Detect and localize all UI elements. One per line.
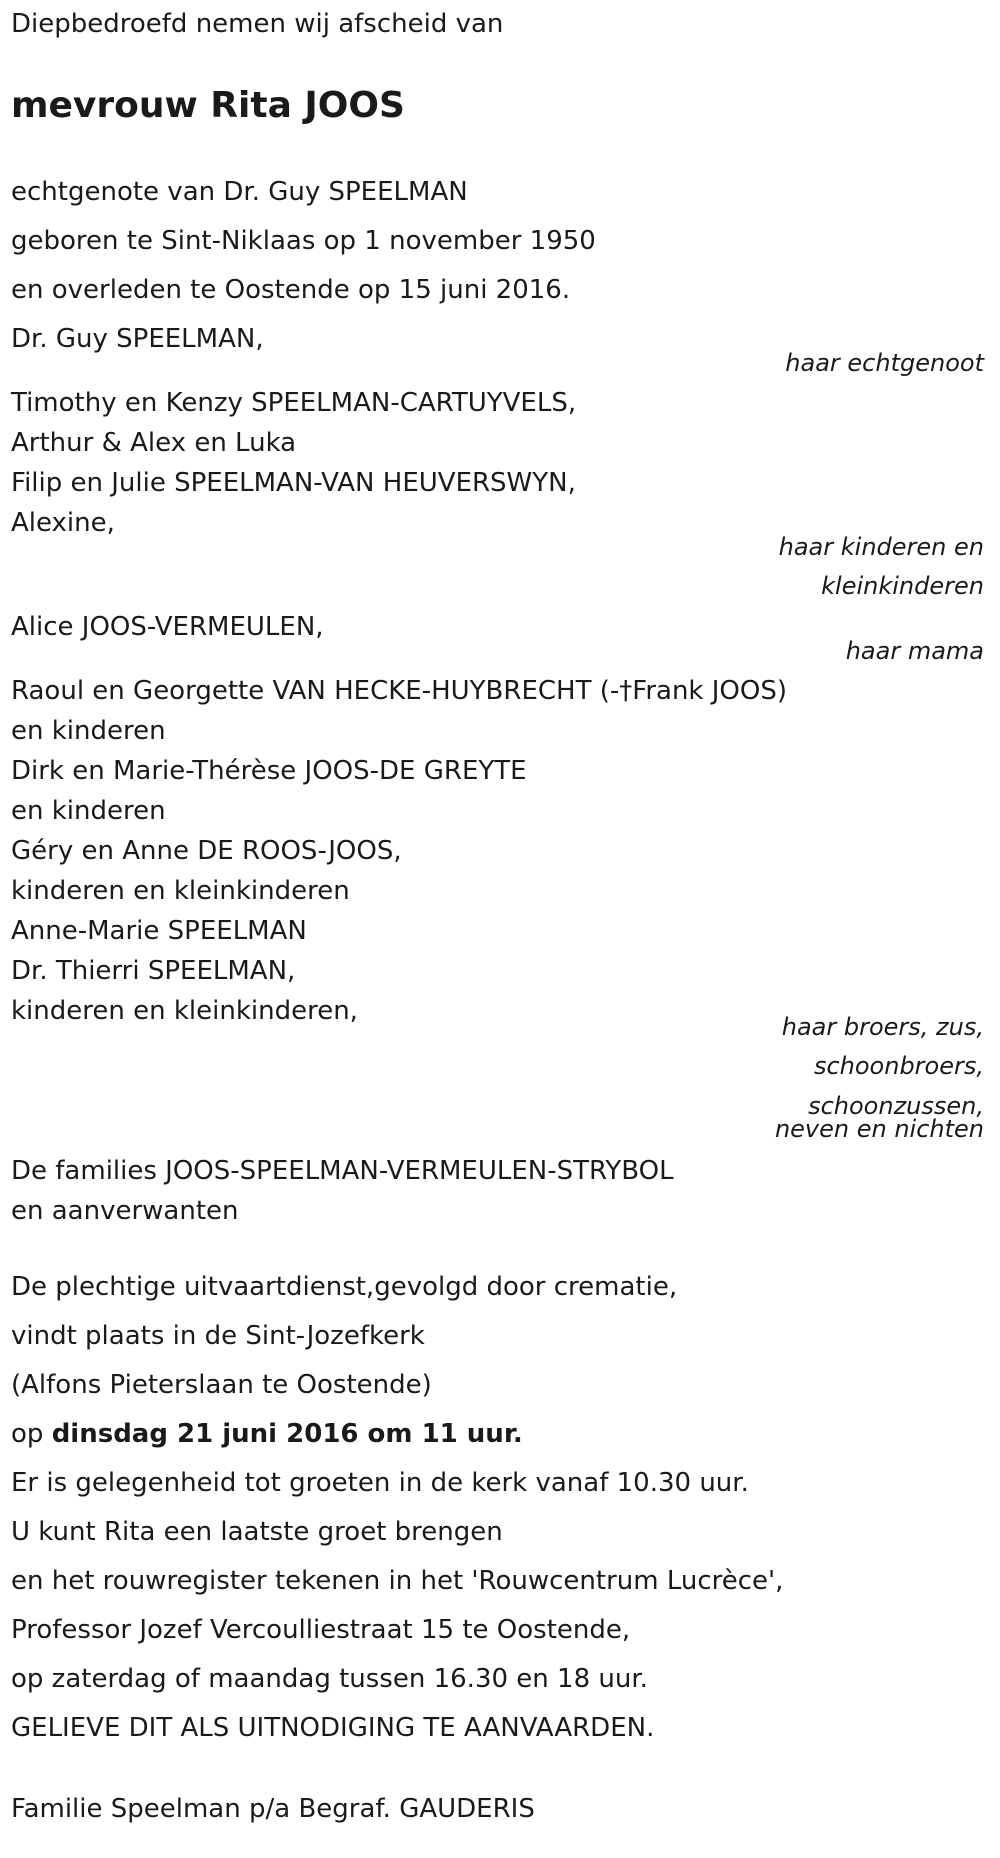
sibling-line: Géry en Anne DE ROOS-JOOS,: [11, 836, 402, 866]
sibling-line: en kinderen: [11, 716, 166, 746]
mother-name: Alice JOOS-VERMEULEN,: [11, 612, 324, 642]
child-line: Alexine,: [11, 508, 115, 538]
signature: Familie Speelman p/a Begraf. GAUDERIS: [11, 1794, 535, 1824]
service-date: dinsdag 21 juni 2016 om 11 uur.: [51, 1419, 523, 1449]
sibling-line: kinderen en kleinkinderen: [11, 876, 350, 906]
child-line: Filip en Julie SPEELMAN-VAN HEUVERSWYN,: [11, 468, 576, 498]
child-line: Timothy en Kenzy SPEELMAN-CARTUYVELS,: [11, 388, 577, 418]
child-line: Arthur & Alex en Luka: [11, 428, 297, 458]
deceased-name: mevrouw Rita JOOS: [11, 85, 405, 126]
service-line: vindt plaats in de Sint-Jozefkerk: [11, 1321, 425, 1351]
bio-line: en overleden te Oostende op 15 juni 2016.: [11, 275, 571, 305]
sibling-line: en kinderen: [11, 796, 166, 826]
service-line: De plechtige uitvaartdienst,gevolgd door crematie,: [11, 1272, 678, 1302]
families-line: De families JOOS-SPEELMAN-VERMEULEN-STRYBOL: [11, 1156, 674, 1186]
intro-text: Diepbedroefd nemen wij afscheid van: [11, 9, 504, 39]
service-line: Professor Jozef Vercoulliestraat 15 te Oostende,: [11, 1615, 631, 1645]
service-date-prefix: op: [11, 1419, 52, 1449]
bio-line: echtgenote van Dr. Guy SPEELMAN: [11, 177, 468, 207]
sibling-line: Anne-Marie SPEELMAN: [11, 916, 307, 946]
service-line: Er is gelegenheid tot groeten in de kerk vanaf 10.30 uur.: [11, 1468, 749, 1498]
mother-relation: haar mama: [845, 637, 984, 665]
spouse-name: Dr. Guy SPEELMAN,: [11, 324, 264, 354]
service-line: (Alfons Pieterslaan te Oostende): [11, 1370, 432, 1400]
sibling-line: Dirk en Marie-Thérèse JOOS-DE GREYTE: [11, 756, 527, 786]
service-line: U kunt Rita een laatste groet brengen: [11, 1517, 503, 1547]
siblings-relation: schoonbroers,: [813, 1052, 984, 1080]
siblings-relation: haar broers, zus,: [781, 1013, 984, 1041]
service-line: en het rouwregister tekenen in het 'Rouwcentrum Lucrèce',: [11, 1566, 784, 1596]
service-line: GELIEVE DIT ALS UITNODIGING TE AANVAARDEN.: [11, 1713, 655, 1743]
bio-line: geboren te Sint-Niklaas op 1 november 1950: [11, 226, 596, 256]
siblings-relation: schoonzussen,: [808, 1092, 984, 1120]
service-line: op zaterdag of maandag tussen 16.30 en 18 uur.: [11, 1664, 648, 1694]
sibling-line: kinderen en kleinkinderen,: [11, 996, 358, 1026]
sibling-line: Dr. Thierri SPEELMAN,: [11, 956, 296, 986]
spouse-relation: haar echtgenoot: [785, 349, 984, 377]
children-relation: haar kinderen en: [778, 533, 984, 561]
service-date-line: [11, 1418, 523, 1450]
sibling-line: Raoul en Georgette VAN HECKE-HUYBRECHT (-†Frank JOOS): [11, 676, 787, 706]
children-relation: kleinkinderen: [821, 572, 984, 600]
siblings-relation: neven en nichten: [774, 1115, 984, 1143]
families-line: en aanverwanten: [11, 1196, 239, 1226]
